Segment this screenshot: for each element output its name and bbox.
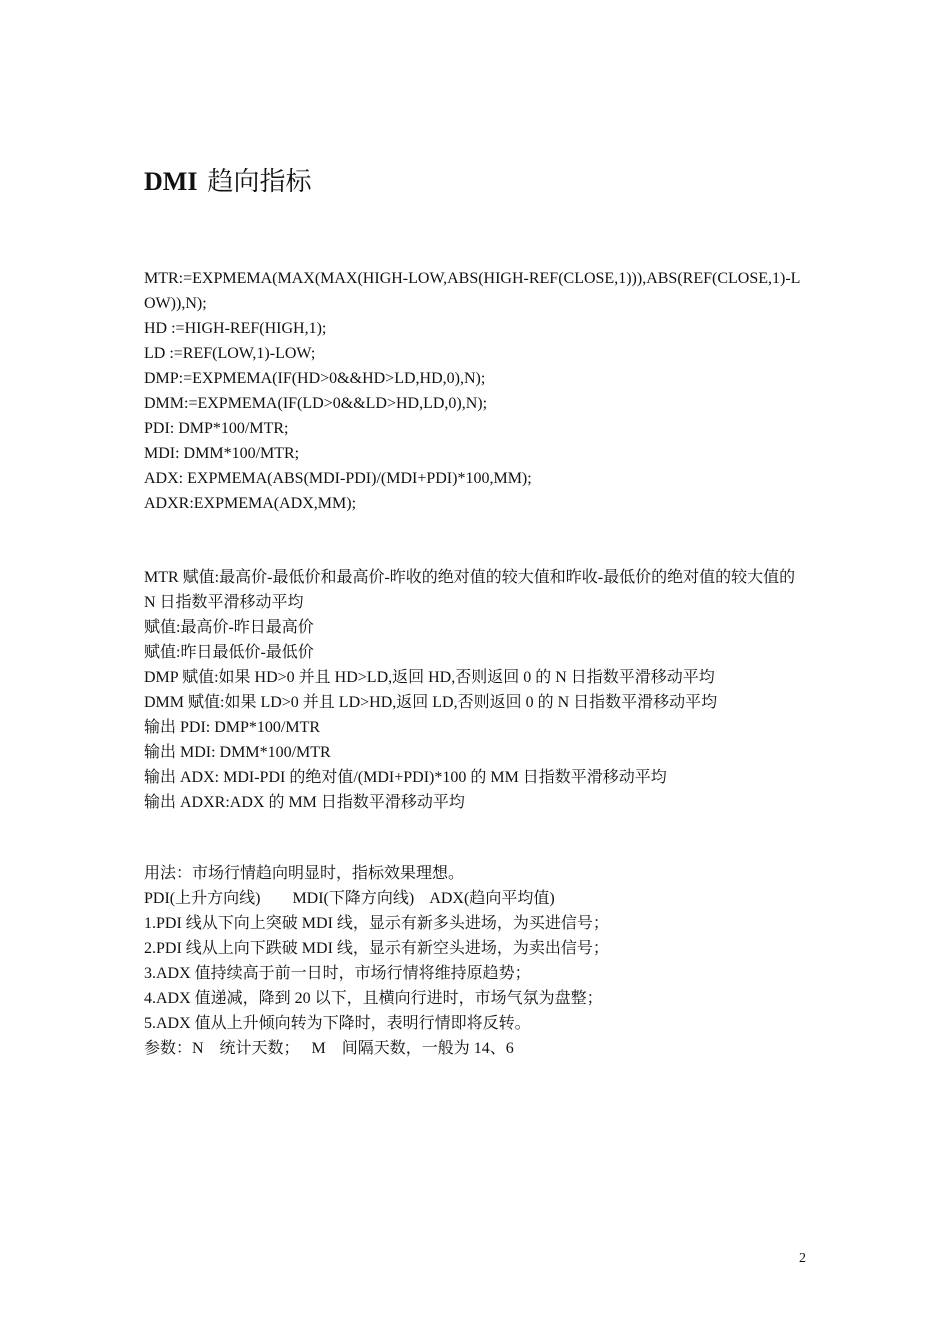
formula-line-dmm: DMM:=EXPMEMA(IF(LD>0&&LD>HD,LD,0),N); (144, 395, 488, 412)
formula-line-ld: LD :=REF(LOW,1)-LOW; (144, 345, 316, 362)
formula-line-dmp: DMP:=EXPMEMA(IF(HD>0&&HD>LD,HD,0),N); (144, 370, 486, 387)
explanation-line-adxr: 输出 ADXR:ADX 的 MM 日指数平滑移动平均 (144, 794, 465, 811)
usage-block (144, 861, 809, 1061)
explanation-line-mtr: MTR 赋值:最高价-最低价和最高价-昨收的绝对值的较大值和昨收-最低价的绝对值的较大值的 N 日指数平滑移动平均 (144, 569, 796, 611)
formula-line-mdi: MDI: DMM*100/MTR; (144, 445, 300, 462)
title-chinese: 趋向指标 (207, 167, 312, 197)
usage-rule-3: 3.ADX 值持续高于前一日时，市场行情将维持原趋势； (144, 965, 531, 982)
usage-rule-1: 1.PDI 线从下向上突破 MDI 线，显示有新多头进场，为买进信号； (144, 915, 609, 932)
explanation-block (144, 565, 809, 815)
usage-intro: 用法：市场行情趋向明显时，指标效果理想。 (144, 865, 465, 882)
explanation-line-dmm: DMM 赋值:如果 LD>0 并且 LD>HD,返回 LD,否则返回 0 的 N 日指数平滑移动平均 (144, 694, 718, 711)
explanation-line-ld: 赋值:昨日最低价-最低价 (144, 644, 314, 661)
usage-rule-4: 4.ADX 值递减，降到 20 以下，且横向行进时，市场气氛为盘整； (144, 990, 603, 1007)
formula-line-hd: HD :=HIGH-REF(HIGH,1); (144, 320, 327, 337)
explanation-line-pdi: 输出 PDI: DMP*100/MTR (144, 719, 321, 736)
title-abbreviation: DMI (144, 167, 198, 196)
page-title (144, 166, 311, 198)
page-number: 2 (799, 1251, 806, 1266)
usage-rule-5: 5.ADX 值从上升倾向转为下降时，表明行情即将反转。 (144, 1015, 531, 1032)
formula-line-pdi: PDI: DMP*100/MTR; (144, 420, 289, 437)
explanation-line-mdi: 输出 MDI: DMM*100/MTR (144, 744, 331, 761)
usage-line-definitions: PDI(上升方向线) MDI(下降方向线) ADX(趋向平均值) (144, 890, 555, 907)
explanation-line-hd: 赋值:最高价-昨日最高价 (144, 619, 314, 636)
formula-line-adxr: ADXR:EXPMEMA(ADX,MM); (144, 495, 357, 512)
explanation-line-adx: 输出 ADX: MDI-PDI 的绝对值/(MDI+PDI)*100 的 MM 日指数平滑移动平均 (144, 769, 667, 786)
formula-block (144, 266, 809, 516)
formula-line-mtr: MTR:=EXPMEMA(MAX(MAX(HIGH-LOW,ABS(HIGH-REF(CLOSE,1))),ABS(REF(CLOSE,1)-LOW)),N); (144, 270, 801, 312)
explanation-line-dmp: DMP 赋值:如果 HD>0 并且 HD>LD,返回 HD,否则返回 0 的 N 日指数平滑移动平均 (144, 669, 715, 686)
usage-parameters: 参数：N 统计天数； M 间隔天数，一般为 14、6 (144, 1040, 514, 1057)
usage-rule-2: 2.PDI 线从上向下跌破 MDI 线，显示有新空头进场，为卖出信号； (144, 940, 609, 957)
formula-line-adx: ADX: EXPMEMA(ABS(MDI-PDI)/(MDI+PDI)*100,MM); (144, 470, 532, 487)
